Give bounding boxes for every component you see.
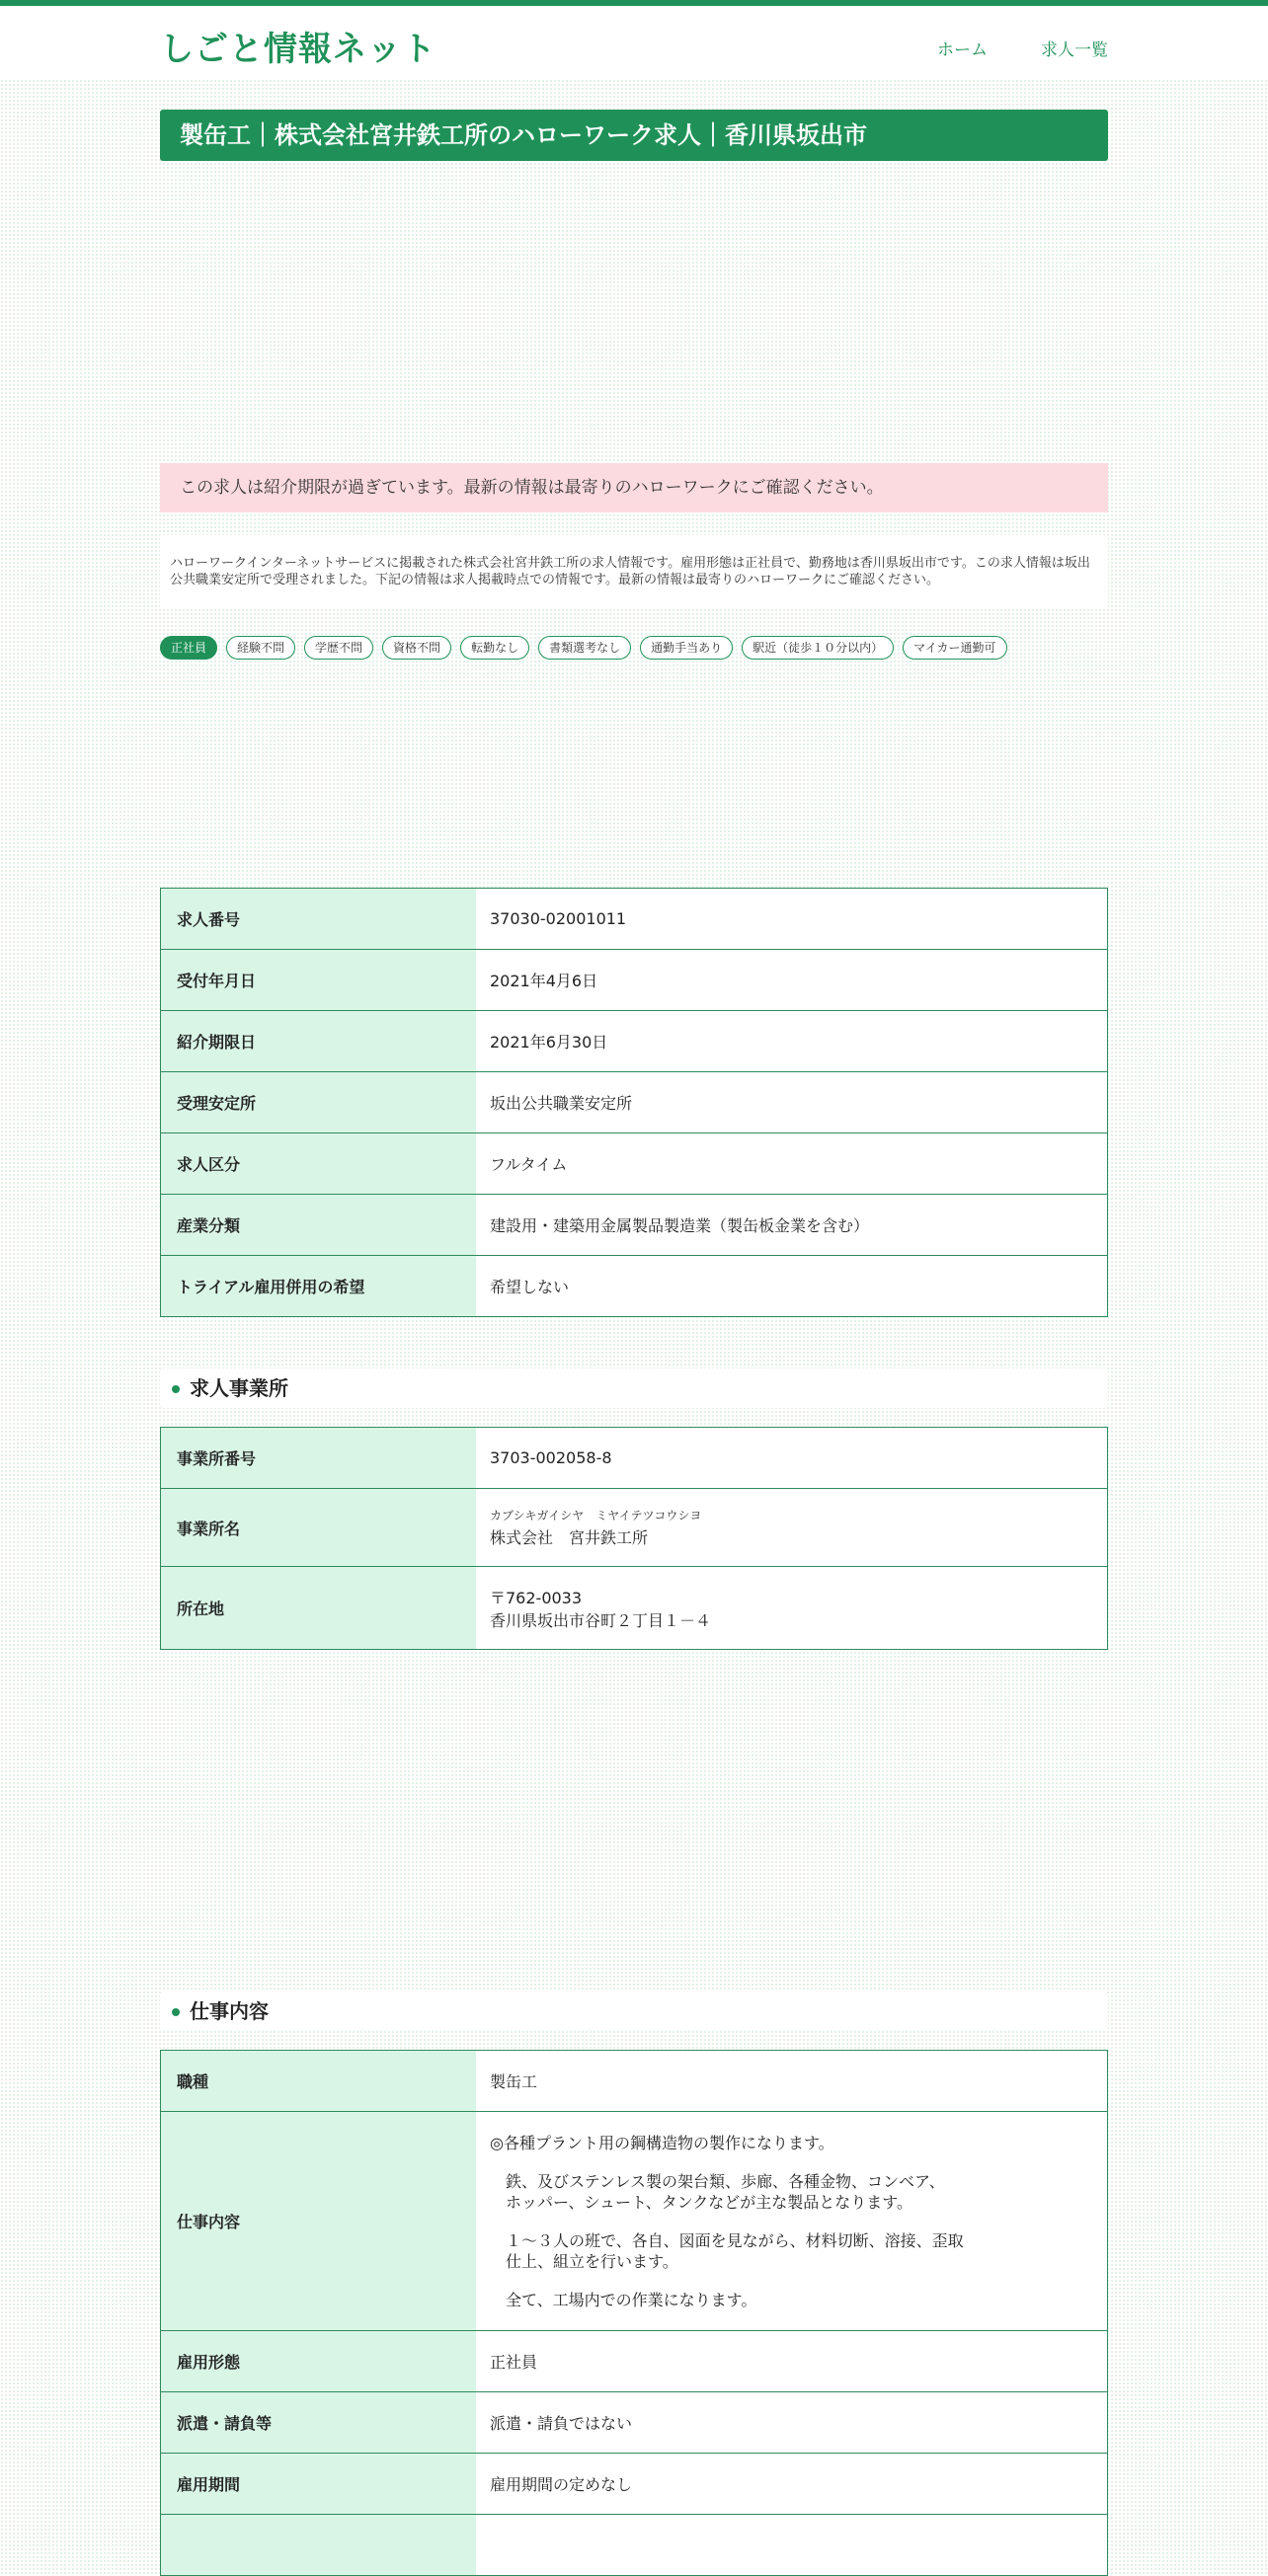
bullet-icon xyxy=(172,2008,180,2016)
office-name-kana: カブシキガイシヤ ミヤイテツコウシヨ xyxy=(490,1509,702,1522)
expired-notice: この求人は紹介期限が過ぎています。最新の情報は最寄りのハローワークにご確認ください。 xyxy=(160,463,1108,512)
table-row xyxy=(161,1256,1108,1317)
section-heading-job xyxy=(160,1991,1108,2031)
nav-job-list-link[interactable]: 求人一覧 xyxy=(1041,40,1108,60)
table-row xyxy=(161,1195,1108,1256)
postal-code: 〒762-0033 xyxy=(490,1588,583,1607)
occupation: 製缶工 xyxy=(476,2051,1108,2112)
tag-near-station: 駅近（徒歩１０分以内） xyxy=(742,636,894,660)
description-line: 公共職業安定所で受理されました。下記の情報は求人掲載時点での情報です。最新の情報は最寄りのハローワークにご確認ください。 xyxy=(170,573,939,587)
row-value: 希望しない xyxy=(476,1256,1108,1317)
row-label: 紹介期限日 xyxy=(161,1011,477,1072)
office-number: 3703-002058-8 xyxy=(476,1428,1108,1489)
basic-info-table xyxy=(160,888,1108,1317)
row-value: 2021年6月30日 xyxy=(476,1011,1108,1072)
address: 香川県坂出市谷町２丁目１－４ xyxy=(490,1610,712,1630)
page-title: 製缶工｜株式会社宮井鉄工所のハローワーク求人｜香川県坂出市 xyxy=(160,110,1108,161)
row-label: 雇用期間 xyxy=(161,2454,477,2515)
content-line: １～３人の班で、各自、図面を見ながら、材料切断、溶接、歪取 xyxy=(490,2230,964,2250)
tag-no-experience: 経験不問 xyxy=(226,636,295,660)
table-row xyxy=(161,1072,1108,1133)
dispatch-status: 派遣・請負ではない xyxy=(476,2392,1108,2454)
row-value: 37030-02001011 xyxy=(476,889,1108,950)
table-row xyxy=(161,2392,1108,2454)
tag-commute-allowance: 通勤手当あり xyxy=(640,636,733,660)
employment-type: 正社員 xyxy=(476,2331,1108,2392)
tag-no-qualification: 資格不問 xyxy=(382,636,451,660)
section-title: 求人事業所 xyxy=(190,1376,288,1400)
row-label xyxy=(161,2515,477,2576)
row-value: 2021年4月6日 xyxy=(476,950,1108,1011)
table-row xyxy=(161,1011,1108,1072)
row-label: 求人区分 xyxy=(161,1133,477,1195)
table-row xyxy=(161,2112,1108,2331)
row-label: 所在地 xyxy=(161,1567,477,1650)
row-label: 事業所名 xyxy=(161,1489,477,1567)
content-line: 全て、工場内での作業になります。 xyxy=(490,2290,757,2309)
table-row xyxy=(161,2331,1108,2392)
row-label: 産業分類 xyxy=(161,1195,477,1256)
table-row xyxy=(161,889,1108,950)
employment-period: 雇用期間の定めなし xyxy=(476,2454,1108,2515)
table-row xyxy=(161,1428,1108,1489)
row-label: 派遣・請負等 xyxy=(161,2392,477,2454)
table-row xyxy=(161,1489,1108,1567)
feature-tags xyxy=(160,636,1007,660)
content-line: 鉄、及びステンレス製の架台類、歩廊、各種金物、コンベア、 xyxy=(490,2171,945,2191)
site-header xyxy=(0,6,1268,79)
table-row xyxy=(161,2454,1108,2515)
table-row xyxy=(161,1133,1108,1195)
row-label: 仕事内容 xyxy=(161,2112,477,2331)
tag-no-document-screening: 書類選考なし xyxy=(538,636,631,660)
row-label: 雇用形態 xyxy=(161,2331,477,2392)
table-row xyxy=(161,950,1108,1011)
row-label: 求人番号 xyxy=(161,889,477,950)
row-label: 職種 xyxy=(161,2051,477,2112)
job-table xyxy=(160,2050,1108,2576)
job-content-cell xyxy=(476,2112,1108,2331)
address-cell xyxy=(476,1567,1108,1650)
tag-any-education: 学歴不問 xyxy=(304,636,373,660)
content-line: ◎各種プラント用の鋼構造物の製作になります。 xyxy=(490,2133,834,2152)
content-line: 仕上、組立を行います。 xyxy=(490,2251,678,2271)
table-row xyxy=(161,2051,1108,2112)
bullet-icon xyxy=(172,1385,180,1393)
employer-table xyxy=(160,1427,1108,1650)
section-title: 仕事内容 xyxy=(190,1999,269,2023)
office-name-cell xyxy=(476,1489,1108,1567)
row-label: トライアル雇用併用の希望 xyxy=(161,1256,477,1317)
row-value: 建設用・建築用金属製品製造業（製缶板金業を含む） xyxy=(476,1195,1108,1256)
row-label: 受付年月日 xyxy=(161,950,477,1011)
row-value: フルタイム xyxy=(476,1133,1108,1195)
office-name: 株式会社 宮井鉄工所 xyxy=(490,1528,649,1547)
tag-no-transfer: 転勤なし xyxy=(460,636,529,660)
row-label: 事業所番号 xyxy=(161,1428,477,1489)
main-nav xyxy=(937,36,1108,60)
row-value xyxy=(476,2515,1108,2576)
table-row xyxy=(161,2515,1108,2576)
table-row xyxy=(161,1567,1108,1650)
row-value: 坂出公共職業安定所 xyxy=(476,1072,1108,1133)
job-description-summary xyxy=(160,535,1108,609)
site-logo[interactable]: しごと情報ネット xyxy=(160,30,436,69)
content-line: ホッパー、シュート、タンクなどが主な製品となります。 xyxy=(490,2192,913,2212)
section-heading-employer xyxy=(160,1368,1108,1408)
tag-car-commute: マイカー通勤可 xyxy=(903,636,1006,660)
description-line: ハローワークインターネットサービスに掲載された株式会社宮井鉄工所の求人情報です。雇用形態は正社員で、勤務地は香川県坂出市です。この求人情報は坂出 xyxy=(170,556,1090,571)
nav-home-link[interactable]: ホーム xyxy=(937,40,988,60)
tag-full-time: 正社員 xyxy=(160,636,217,660)
row-label: 受理安定所 xyxy=(161,1072,477,1133)
